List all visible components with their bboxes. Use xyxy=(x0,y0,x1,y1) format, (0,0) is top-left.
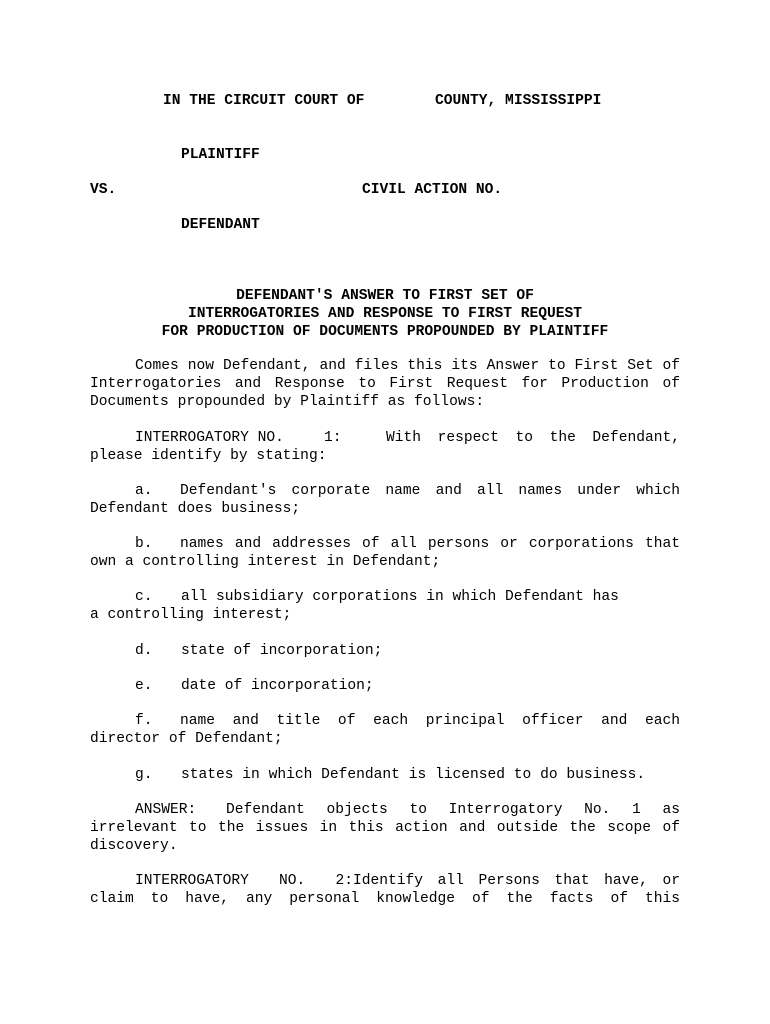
item-d-letter: d. xyxy=(135,643,153,659)
answer-1 xyxy=(90,801,680,855)
answer-1-text: Defendant objects to Interrogatory No. 1 as irrelevant to the issues in this action and outside the scope of discovery. xyxy=(90,802,680,854)
item-b-letter: b. xyxy=(135,536,153,552)
defendant-label: DEFENDANT xyxy=(181,217,260,233)
item-g-text: states in which Defendant is licensed to do business. xyxy=(181,767,646,783)
interrogatory-2-label: INTERROGATORY NO. 2: xyxy=(135,873,353,889)
item-d-text: state of incorporation; xyxy=(181,643,383,659)
item-c-line1: all subsidiary corporations in which Defendant has xyxy=(181,589,619,605)
vs-label: VS. xyxy=(90,182,117,198)
interrogatory-2-text: Identify all Persons that have, or claim to have, any personal knowledge of the facts of this xyxy=(90,873,680,907)
item-e-text: date of incorporation; xyxy=(181,678,374,694)
court-heading-left: IN THE CIRCUIT COURT OF xyxy=(163,93,365,109)
interrogatory-1-number: 1: xyxy=(324,430,342,446)
answer-1-label: ANSWER: xyxy=(135,802,197,818)
court-heading-right: COUNTY, MISSISSIPPI xyxy=(435,93,602,109)
item-b xyxy=(90,535,680,571)
item-a-letter: a. xyxy=(135,483,153,499)
item-e-letter: e. xyxy=(135,678,153,694)
item-b-text: names and addresses of all persons or corporations that own a controlling interest in Defendant; xyxy=(90,536,680,570)
title-line-1: DEFENDANT'S ANSWER TO FIRST SET OF xyxy=(236,288,534,304)
civil-action-label: CIVIL ACTION NO. xyxy=(362,182,503,198)
item-a-text: Defendant's corporate name and all names under which Defendant does business; xyxy=(90,483,680,517)
item-g-letter: g. xyxy=(135,767,153,783)
item-a xyxy=(90,482,680,518)
intro-paragraph xyxy=(90,357,680,411)
interrogatory-1-text-end: With respect to the Defendant, xyxy=(386,430,680,446)
title-line-2: INTERROGATORIES AND RESPONSE TO FIRST REQUEST xyxy=(187,306,583,322)
interrogatory-1-label: INTERROGATORY NO. xyxy=(135,430,284,446)
item-f-text: name and title of each principal officer and each director of Defendant; xyxy=(90,713,680,747)
item-f-letter: f. xyxy=(135,713,153,729)
item-f xyxy=(90,712,680,748)
item-c-line2: a controlling interest; xyxy=(90,607,292,623)
document-title xyxy=(90,287,680,341)
interrogatory-1-text-line2: please identify by stating: xyxy=(90,448,327,464)
title-line-3: FOR PRODUCTION OF DOCUMENTS PROPOUNDED BY PLAINTIFF xyxy=(161,324,609,340)
plaintiff-label: PLAINTIFF xyxy=(181,147,260,163)
interrogatory-2 xyxy=(90,872,680,908)
intro-text: Comes now Defendant, and files this its Answer to First Set of Interrogatories and Response to First Request for Production of Documents propounded by Plaintiff as follows: xyxy=(90,358,680,410)
item-c-letter: c. xyxy=(135,589,153,605)
